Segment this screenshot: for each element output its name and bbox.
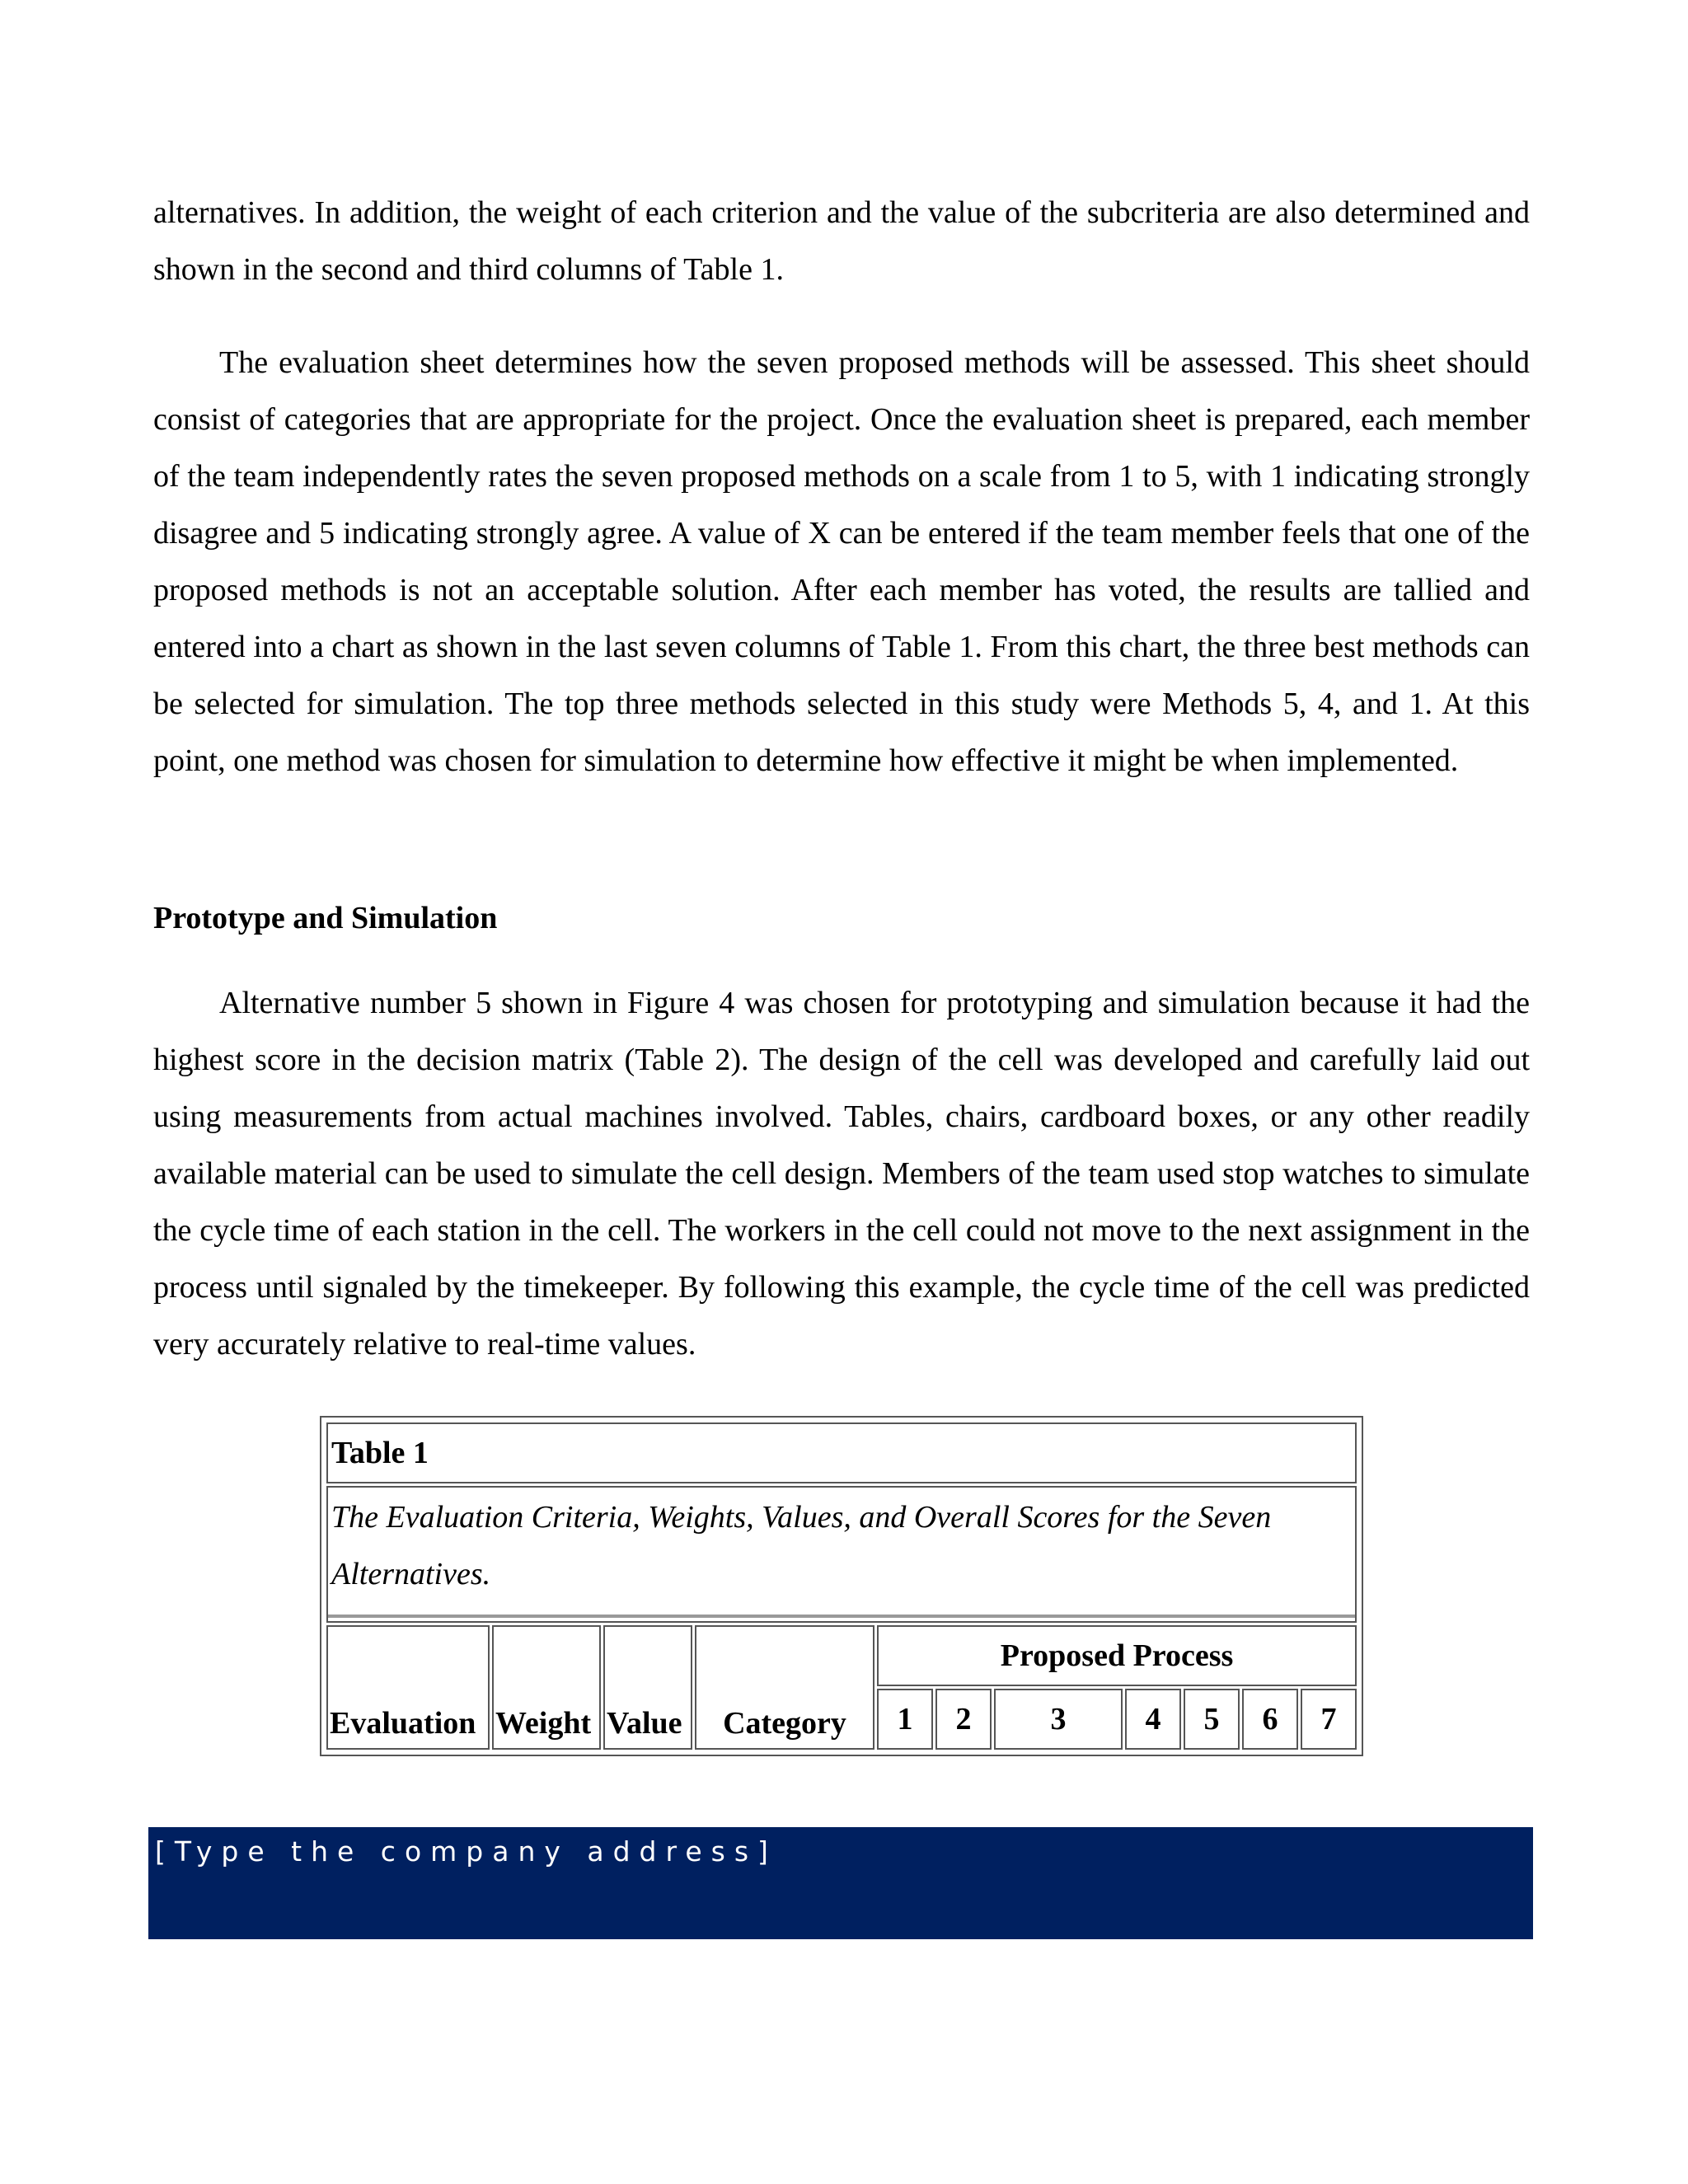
- process-number: 6: [1242, 1689, 1298, 1750]
- table-1: [320, 1416, 1363, 1756]
- table-caption-cell: [326, 1486, 1357, 1623]
- paragraph-1: alternatives. In addition, the weight of each criterion and the value of the subcriteria are also determined and shown in the second and third columns of Table 1.: [153, 195, 1530, 287]
- header-proposed-process: Proposed Process: [877, 1625, 1357, 1686]
- process-number: 7: [1301, 1689, 1357, 1750]
- paragraph-2: The evaluation sheet determines how the seven proposed methods will be assessed. This sheet should consist of categories that are appropriate for the project. Once the evaluation sheet is prepared, each member of the team independently rates the seven proposed methods on a scale from 1 to 5, with 1 indicating strongly disagree and 5 indicating strongly agree. A value of X can be entered if the team member feels that one of the proposed methods is not an acceptable solution. After each member has voted, the results are tallied and entered into a chart as shown in the last seven columns of Table 1. From this chart, the three best methods can be selected for simulation. The top three methods selected in this study were Methods 5, 4, and 1. At this point, one method was chosen for simulation to determine how effective it might be when implemented.: [153, 345, 1530, 778]
- process-number: 1: [877, 1689, 933, 1750]
- process-number: 2: [935, 1689, 992, 1750]
- process-number: 5: [1184, 1689, 1240, 1750]
- header-weight: Weight: [492, 1625, 601, 1750]
- process-number: 3: [994, 1689, 1123, 1750]
- table-title: Table 1: [326, 1422, 1357, 1483]
- page-footer: [148, 1827, 1533, 1939]
- header-value: Value: [603, 1625, 692, 1750]
- company-address-placeholder[interactable]: [Type the company address]: [155, 1835, 777, 1868]
- process-number: 4: [1125, 1689, 1181, 1750]
- header-category: Category: [695, 1625, 874, 1750]
- paragraph-3: Alternative number 5 shown in Figure 4 was chosen for prototyping and simulation because it had the highest score in the decision matrix (Table 2). The design of the cell was developed and carefully laid out using measurements from actual machines involved. Tables, chairs, cardboard boxes, or any other readily available material can be used to simulate the cell design. Members of the team used stop watches to simulate the cycle time of each station in the cell. The workers in the cell could not move to the next assignment in the process until signaled by the timekeeper. By following this example, the cycle time of the cell was predicted very accurately relative to real-time values.: [153, 986, 1530, 1361]
- table-caption: The Evaluation Criteria, Weights, Values, and Overall Scores for the Seven Alternatives.: [331, 1500, 1272, 1591]
- section-heading: Prototype and Simulation: [153, 901, 498, 935]
- caption-divider: [328, 1615, 1355, 1618]
- table-grid: [324, 1420, 1359, 1752]
- header-evaluation: Evaluation: [326, 1625, 490, 1750]
